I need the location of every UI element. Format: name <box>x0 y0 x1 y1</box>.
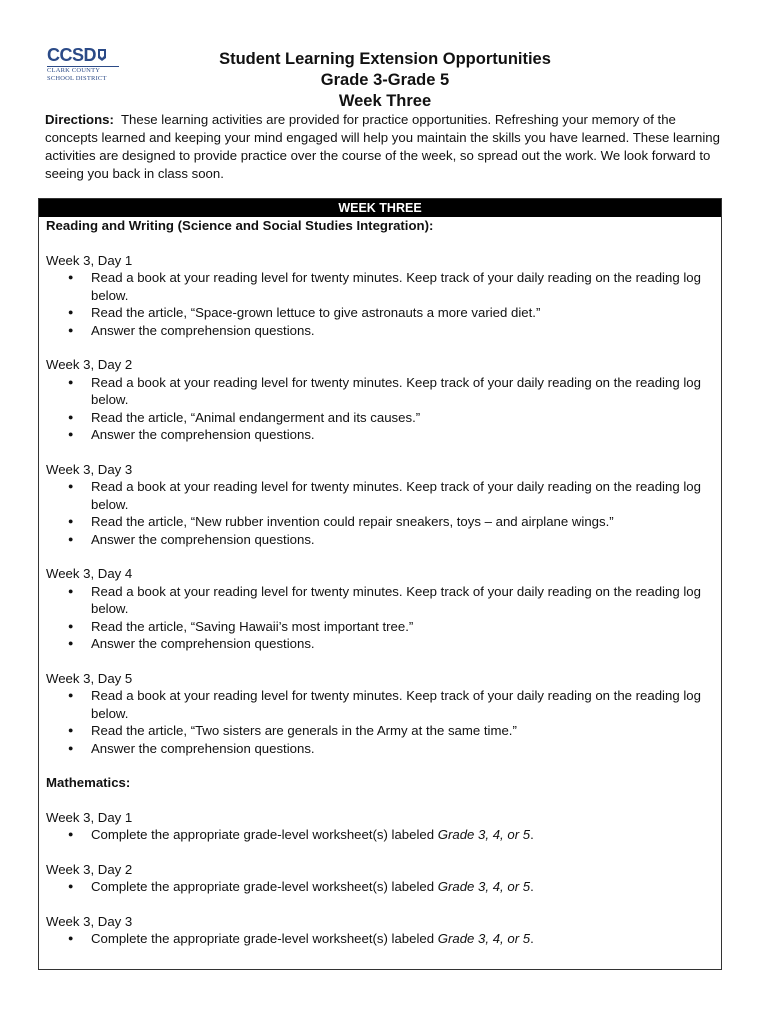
logo-line1: CLARK COUNTY <box>47 67 101 74</box>
logo-line2: SCHOOL DISTRICT <box>47 75 107 82</box>
math-days <box>46 809 721 948</box>
day-title: Week 3, Day 1 <box>46 252 133 268</box>
directions-text: These learning activities are provided for practice opportunities. Refreshing your memory of the concepts learned and keeping your mind engaged will help you maintain the skills you have learned. These learning activities are designed to provide practice over the course of the week, so spread out the work. We look forward to seeing you back in class soon. <box>45 112 720 181</box>
activity-item: ● Read a book at your reading level for twenty minutes. Keep track of your daily reading on the reading log below. <box>46 687 721 722</box>
title-line1: Student Learning Extension Opportunities <box>219 50 551 68</box>
day-title: Week 3, Day 3 <box>46 461 133 477</box>
activity-item: ● Answer the comprehension questions. <box>46 740 721 758</box>
activity-item: ● Read a book at your reading level for twenty minutes. Keep track of your daily reading on the reading log below. <box>46 374 721 409</box>
activity-list <box>46 878 721 896</box>
logo-flag-icon <box>98 49 106 61</box>
reading-day <box>46 461 721 549</box>
directions-label: Directions: <box>45 112 114 127</box>
grade-label: Grade 3, 4, or 5 <box>437 879 531 894</box>
activity-item: ● Read the article, “Animal endangerment and its causes.” <box>46 409 721 427</box>
activity-item: ● Answer the comprehension questions. <box>46 531 721 549</box>
directions <box>45 111 725 183</box>
activity-suffix: . <box>530 879 534 894</box>
week-three-box <box>38 198 722 970</box>
day-title: Week 3, Day 5 <box>46 670 133 686</box>
reading-day <box>46 565 721 653</box>
day-title: Week 3, Day 4 <box>46 566 133 581</box>
activity-list <box>46 826 721 844</box>
activity-item: ● Read the article, “Space-grown lettuce to give astronauts a more varied diet.” <box>46 304 721 322</box>
activity-item: ● Read a book at your reading level for twenty minutes. Keep track of your daily reading on the reading log below. <box>46 478 721 513</box>
activity-item: ● Answer the comprehension questions. <box>46 635 721 653</box>
grade-label: Grade 3, 4, or 5 <box>437 931 531 946</box>
activity-list <box>46 930 721 948</box>
day-title: Week 3, Day 2 <box>46 861 133 877</box>
ccsd-logo <box>47 46 119 92</box>
activity-item: ● Answer the comprehension questions. <box>46 322 721 340</box>
math-day <box>46 809 721 844</box>
activity-list <box>46 583 721 653</box>
activity-item: ● Read the article, “Two sisters are generals in the Army at the same time.” <box>46 722 721 740</box>
reading-day <box>46 356 721 444</box>
day-title: Week 3, Day 3 <box>46 913 133 929</box>
activity-item <box>46 826 721 844</box>
activity-list <box>46 269 721 339</box>
reading-section-title: Reading and Writing (Science and Social Studies Integration): <box>46 218 434 233</box>
activity-list <box>46 687 721 757</box>
math-day <box>46 861 721 896</box>
week-header: WEEK THREE <box>39 199 721 217</box>
activity-text: Complete the appropriate grade-level worksheet(s) labeled <box>91 879 438 894</box>
activity-list <box>46 478 721 548</box>
page-title <box>120 49 650 112</box>
activity-item: ● Read a book at your reading level for twenty minutes. Keep track of your daily reading on the reading log below. <box>46 583 721 618</box>
reading-day <box>46 252 721 340</box>
activity-item <box>46 878 721 896</box>
day-title: Week 3, Day 2 <box>46 357 133 372</box>
title-line3: Week Three <box>338 92 432 110</box>
activity-list <box>46 374 721 444</box>
reading-days <box>46 252 721 758</box>
activity-item: ● Answer the comprehension questions. <box>46 426 721 444</box>
box-content <box>39 217 721 948</box>
activity-suffix: . <box>530 827 534 842</box>
activity-item <box>46 930 721 948</box>
logo-abbr: CCSD <box>47 45 97 65</box>
activity-text: Complete the appropriate grade-level worksheet(s) labeled <box>91 931 438 946</box>
math-day <box>46 913 721 948</box>
day-title: Week 3, Day 1 <box>46 809 133 825</box>
activity-item: ● Read the article, “New rubber invention could repair sneakers, toys – and airplane wings.” <box>46 513 721 531</box>
math-section-title: Mathematics: <box>46 775 131 790</box>
activity-suffix: . <box>530 931 534 946</box>
grade-label: Grade 3, 4, or 5 <box>437 827 531 842</box>
activity-text: Complete the appropriate grade-level worksheet(s) labeled <box>91 827 438 842</box>
reading-day <box>46 670 721 758</box>
activity-item: ● Read the article, “Saving Hawaii’s most important tree.” <box>46 618 721 636</box>
activity-item: ● Read a book at your reading level for twenty minutes. Keep track of your daily reading on the reading log below. <box>46 269 721 304</box>
title-line2: Grade 3-Grade 5 <box>320 71 450 89</box>
